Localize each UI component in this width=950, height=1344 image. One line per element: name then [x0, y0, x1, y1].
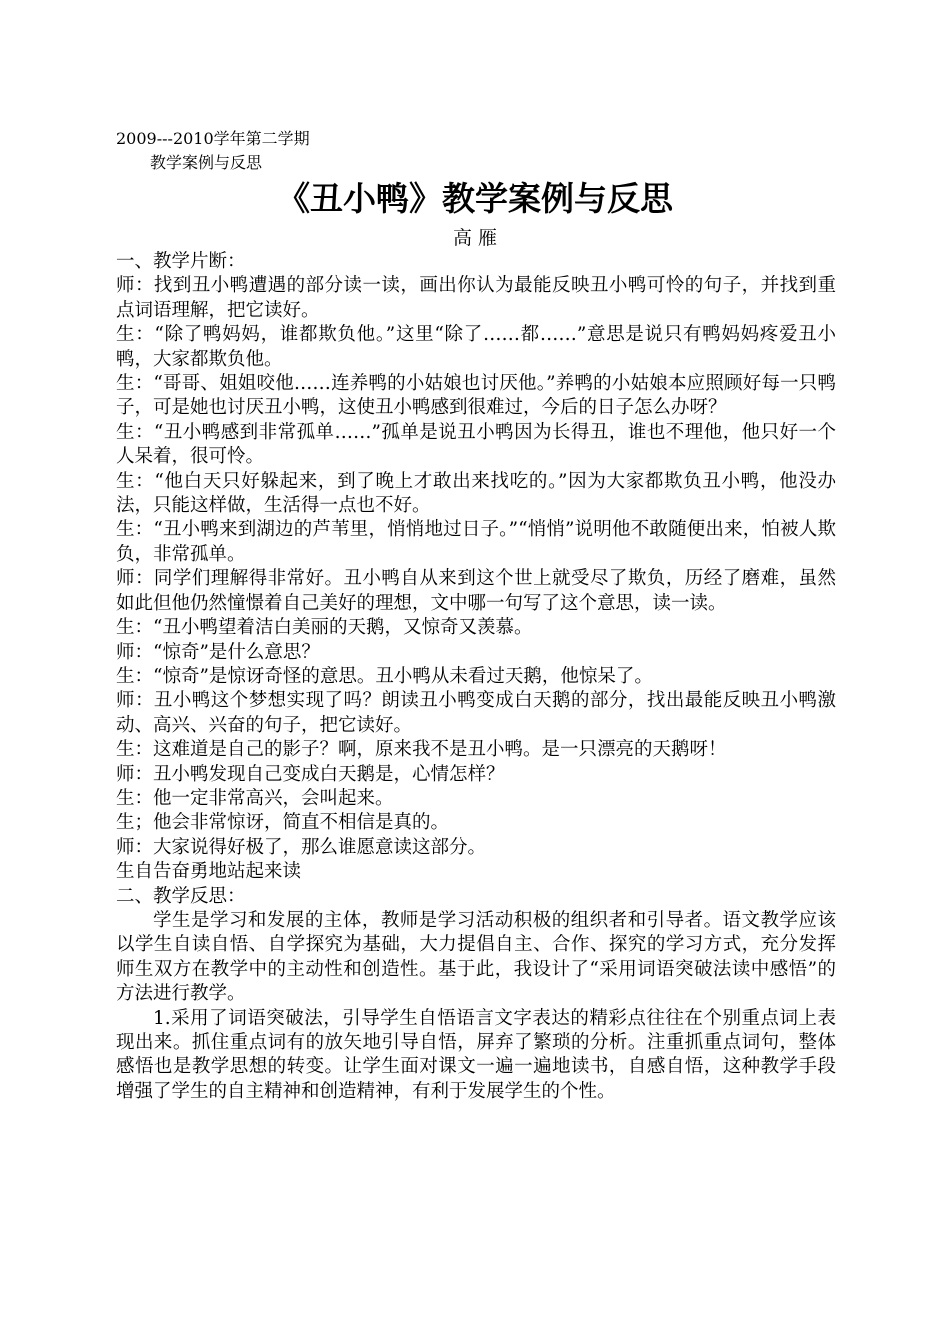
section-heading: 一、教学片断：	[116, 251, 246, 272]
category-header: 教学案例与反思	[150, 153, 263, 172]
dialogue-line: 师：大家说得好极了，那么谁愿意读这部分。	[116, 836, 487, 858]
dialogue-line: 生：“丑小鸭望着洁白美丽的天鹅，又惊奇又羡慕。	[116, 617, 533, 639]
dialogue-line: 生：“哥哥、姐姐咬他……连养鸭的小姑娘也讨厌他。”养鸭的小姑娘本应照顾好每一只鸭子，可是她也讨厌丑小鸭，这使丑小鸭感到很难过，今后的日子怎么办呀？	[116, 373, 836, 419]
dialogue-line: 生自告奋勇地站起来读	[116, 861, 302, 883]
author-name: 高 雁	[452, 227, 498, 249]
document-body	[116, 250, 836, 1104]
dialogue-line: 师：“惊奇”是什么意思？	[116, 641, 320, 663]
dialogue-line: 生：这难道是自己的影子？啊，原来我不是丑小鸭。是一只漂亮的天鹅呀！	[116, 739, 727, 761]
dialogue-line: 生；他会非常惊讶，简直不相信是真的。	[116, 812, 450, 834]
dialogue-line: 师：找到丑小鸭遭遇的部分读一读，画出你认为最能反映丑小鸭可怜的句子，并找到重点词语理解，把它读好。	[116, 275, 836, 321]
dialogue-line: 生：“丑小鸭来到湖边的芦苇里，悄悄地过日子。”“悄悄”说明他不敢随便出来，怕被人欺负，非常孤单。	[116, 519, 836, 565]
dialogue-line: 师：丑小鸭这个梦想实现了吗？朗读丑小鸭变成白天鹅的部分，找出最能反映丑小鸭激动、高兴、兴奋的句子，把它读好。	[116, 690, 836, 736]
document-title: 《丑小鸭》教学案例与反思	[277, 179, 673, 218]
reflection-paragraph: 1.采用了词语突破法，引导学生自悟语言文字表达的精彩点往往在个别重点词上表现出来。抓住重点词有的放矢地引导自悟，屏弃了繁琐的分析。注重抓重点词句，整体感悟也是教学思想的转变。让学生面对课文一遍一遍地读书，自感自悟，这种教学手段增强了学生的自主精神和创造精神，有利于发展学生的个性。	[116, 1007, 836, 1102]
dialogue-line: 生：“他白天只好躲起来，到了晚上才敢出来找吃的。”因为大家都欺负丑小鸭，他没办法，只能这样做，生活得一点也不好。	[116, 470, 836, 517]
dialogue-line: 生：“惊奇”是惊讶奇怪的意思。丑小鸭从未看过天鹅，他惊呆了。	[116, 665, 653, 687]
section-heading: 二、教学反思：	[116, 885, 246, 907]
dialogue-line: 师：丑小鸭发现自己变成白天鹅是，心情怎样？	[116, 763, 505, 785]
dialogue-line: 生：他一定非常高兴，会叫起来。	[116, 787, 394, 809]
dialogue-line: 生：“丑小鸭感到非常孤单……”孤单是说丑小鸭因为长得丑，谁也不理他，他只好一个人呆着，很可怜。	[116, 421, 836, 468]
dialogue-line: 师：同学们理解得非常好。丑小鸭自从来到这个世上就受尽了欺负，历经了磨难，虽然如此但他仍然憧憬着自己美好的理想，文中哪一句写了这个意思，读一读。	[116, 568, 836, 614]
reflection-paragraph: 学生是学习和发展的主体，教师是学习活动积极的组织者和引导者。语文教学应该以学生自读自悟、自学探究为基础，大力提倡自主、合作、探究的学习方式，充分发挥师生双方在教学中的主动性和创造性。基于此，我设计了“采用词语突破法读中感悟”的方法进行教学。	[116, 909, 836, 1005]
dialogue-line: 生：“除了鸭妈妈，谁都欺负他。”这里“除了……都……”意思是说只有鸭妈妈疼爱丑小鸭，大家都欺负他。	[116, 324, 836, 370]
term-header: 2009---2010学年第二学期	[116, 129, 310, 148]
